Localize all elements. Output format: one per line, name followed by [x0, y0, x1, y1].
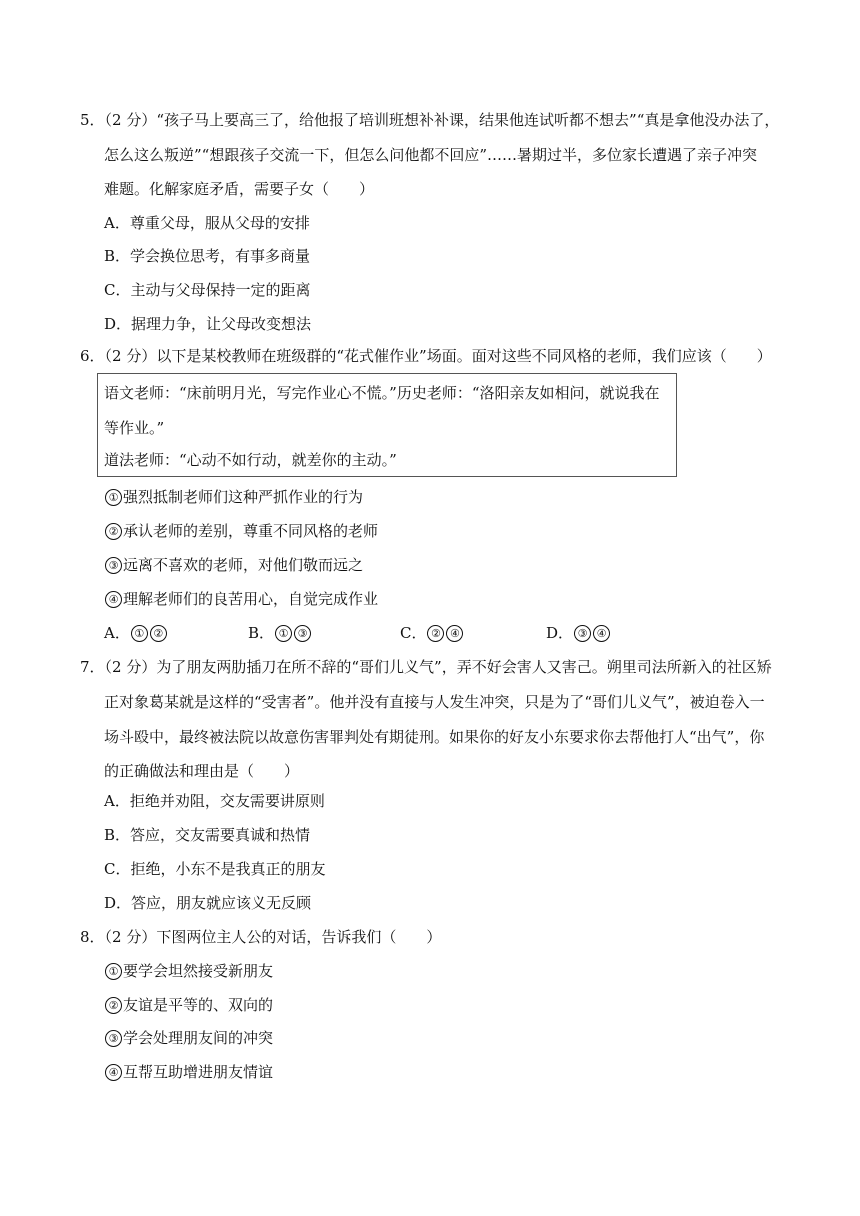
circled-number-4: ④ — [105, 1064, 122, 1081]
q8-stem: 8．（2 分）下图两位主人公的对话，告诉我们（ ） — [80, 928, 442, 946]
q6-choice-d-letter: D． — [546, 624, 574, 642]
q7-option-b[interactable]: B．答应，交友需要真诚和热情 — [104, 826, 311, 844]
q5-option-b[interactable]: B．学会换位思考，有事多商量 — [104, 247, 311, 265]
q6-statement-1 — [104, 487, 363, 507]
q6-choice-a[interactable] — [104, 623, 168, 643]
circled-number-1: ① — [105, 489, 122, 506]
circled-number-2: ② — [105, 523, 122, 540]
q7-stem-line-2: 正对象葛某就是这样的“受害者”。他并没有直接与人发生冲突，只是为了“哥们儿义气”，被迫卷入一 — [104, 693, 765, 711]
q5-option-c[interactable]: C．主动与父母保持一定的距离 — [104, 281, 311, 299]
q6-statement-4 — [104, 589, 378, 609]
q6-statement-2 — [104, 521, 378, 541]
circled-number-3: ③ — [105, 1030, 122, 1047]
q8-statement-2-text: 友谊是平等的、双向的 — [123, 996, 274, 1014]
q6-choice-b-second: ③ — [294, 625, 311, 642]
q6-statement-3-text: 远离不喜欢的老师，对他们敬而远之 — [123, 556, 364, 574]
q5-stem-line-2: 怎么这么叛逆”“想跟孩子交流一下，但怎么问他都不回应”……暑期过半，多位家长遭遇了亲子冲突 — [104, 146, 758, 164]
q8-statement-3-text: 学会处理朋友间的冲突 — [123, 1029, 274, 1047]
q7-stem-line-1: 7．（2 分）为了朋友两肋插刀在所不辞的“哥们儿义气”，弄不好会害人又害己。朔里司法所新入的社区矫 — [80, 658, 772, 676]
q5-stem-line-1: 5．（2 分）“孩子马上要高三了，给他报了培训班想补补课，结果他连试听都不想去”“真是拿他没办法了， — [80, 111, 780, 129]
circled-number-1: ① — [105, 963, 122, 980]
q6-quote-box — [97, 373, 677, 477]
q7-stem-line-4: 的正确做法和理由是（ ） — [104, 762, 300, 780]
q6-choice-c-first: ② — [427, 625, 444, 642]
q8-statement-1 — [104, 961, 273, 981]
q6-statement-2-text: 承认老师的差别，尊重不同风格的老师 — [123, 522, 379, 540]
q6-choice-b-letter: B． — [248, 624, 275, 642]
q6-statement-3 — [104, 555, 363, 575]
q5-stem-line-3: 难题。化解家庭矛盾，需要子女（ ） — [104, 180, 375, 198]
q7-option-c[interactable]: C．拒绝，小东不是我真正的朋友 — [104, 860, 326, 878]
q6-choice-c[interactable] — [400, 623, 464, 643]
q7-stem-line-3: 场斗殴中，最终被法院以故意伤害罪判处有期徒刑。如果你的好友小东要求你去帮他打人“出气”，你 — [104, 728, 765, 746]
q6-choice-b-first: ① — [275, 625, 292, 642]
q6-box-line-1: 语文老师：“床前明月光，写完作业心不慌。”历史老师：“洛阳亲友如相问，就说我在 — [104, 384, 660, 402]
q6-box-line-3: 道法老师：“心动不如行动，就差你的主动。” — [104, 451, 397, 469]
q6-stem: 6．（2 分）以下是某校教师在班级群的“花式催作业”场面。面对这些不同风格的老师，我们应该（ ） — [80, 347, 772, 365]
q8-statement-1-text: 要学会坦然接受新朋友 — [123, 962, 274, 980]
q8-statement-4 — [104, 1062, 273, 1082]
q6-statement-1-text: 强烈抵制老师们这种严抓作业的行为 — [123, 488, 364, 506]
q5-option-d[interactable]: D．据理力争，让父母改变想法 — [104, 315, 312, 333]
q6-choice-d-first: ③ — [574, 625, 591, 642]
q6-choice-b[interactable] — [248, 623, 312, 643]
circled-number-4: ④ — [105, 591, 122, 608]
q6-choice-d-second: ④ — [593, 625, 610, 642]
q6-choice-a-letter: A． — [104, 624, 130, 642]
q8-statement-2 — [104, 995, 273, 1015]
q7-option-a[interactable]: A．拒绝并劝阻，交友需要讲原则 — [104, 792, 325, 810]
q6-choice-c-letter: C． — [400, 624, 427, 642]
q8-statement-4-text: 互帮互助增进朋友情谊 — [123, 1063, 274, 1081]
q6-box-line-2: 等作业。” — [104, 419, 165, 437]
q6-choice-c-second: ④ — [446, 625, 463, 642]
circled-number-2: ② — [105, 997, 122, 1014]
q6-choice-a-first: ① — [131, 625, 148, 642]
q7-option-d[interactable]: D．答应，朋友就应该义无反顾 — [104, 894, 312, 912]
q8-statement-3 — [104, 1028, 273, 1048]
circled-number-3: ③ — [105, 557, 122, 574]
q6-choice-d[interactable] — [546, 623, 611, 643]
q6-statement-4-text: 理解老师们的良苦用心，自觉完成作业 — [123, 590, 379, 608]
q6-choice-a-second: ② — [150, 625, 167, 642]
q5-option-a[interactable]: A．尊重父母，服从父母的安排 — [104, 214, 310, 232]
